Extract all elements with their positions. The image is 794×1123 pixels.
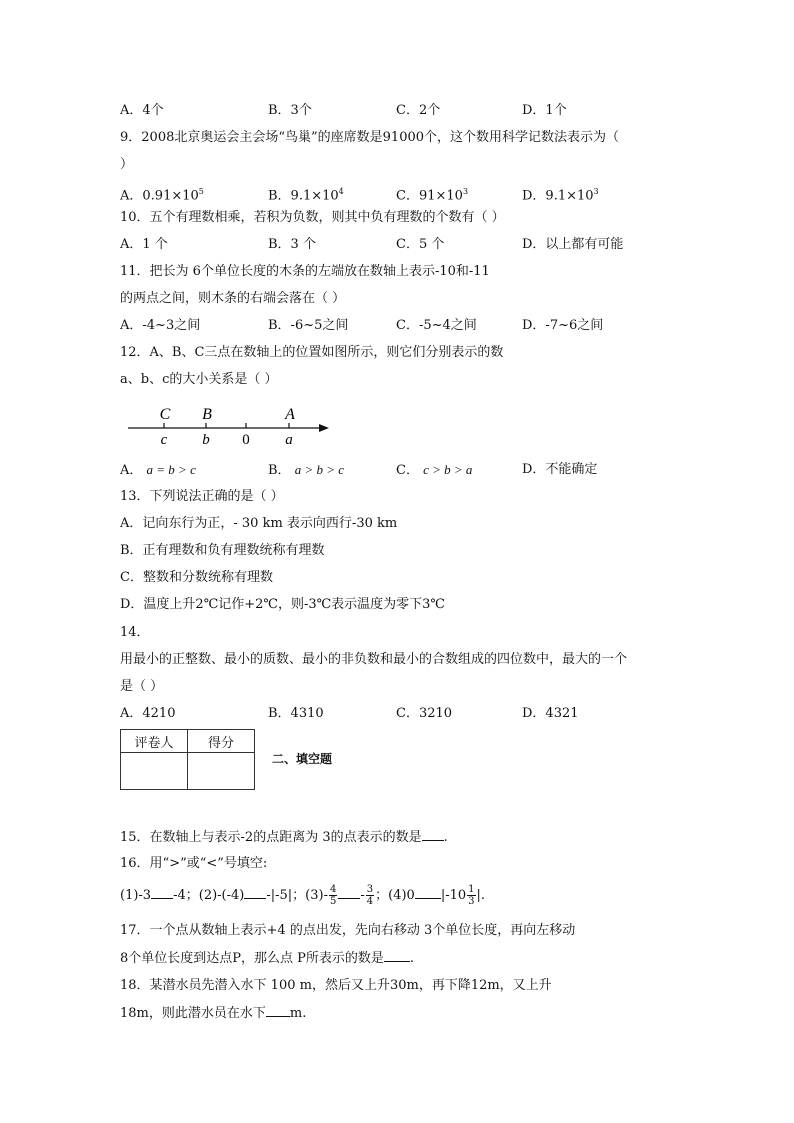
label-b: b <box>202 432 210 448</box>
q8-option-b: B．3个 <box>268 103 312 118</box>
q11-option-d: D．-7~6之间 <box>522 318 604 333</box>
q11-option-c: C．-5~4之间 <box>396 318 477 333</box>
label-c: c <box>160 432 168 448</box>
label-A: A <box>285 406 295 423</box>
q10-option-a: A．1 个 <box>120 237 168 252</box>
score-table-grader-cell[interactable] <box>121 753 188 790</box>
q13-option-a: A．记向东行为正，- 30 km 表示向西行-30 km <box>120 516 398 531</box>
q9-option-b: B．$9.1\times 10^4$ <box>268 187 344 204</box>
q10-option-d: D．以上都有可能 <box>522 237 624 252</box>
q12-stem-line1: 12．A、B、C三点在数轴上的位置如图所示，则它们分别表示的数 <box>120 345 504 360</box>
q12-option-b: B． a > b > c <box>268 462 345 478</box>
q16-stem: 16．用“>”或“<”号填空: <box>120 856 268 871</box>
label-C: C <box>159 406 171 423</box>
q18-stem-line1: 18．某潜水员先潜入水下 100 m，然后又上升30m，再下降12m，又上升 <box>120 978 552 993</box>
q16-items: (1)-3 -4；(2)-(-4) -|-5|；(3)- $\frac{4}{5}$ - $\frac{3}{4}$ ；(4)0 |-10 $\frac{1}{3}$ |. <box>120 884 486 907</box>
q17-answer-blank[interactable] <box>384 949 410 962</box>
q8-option-c: C．2个 <box>396 103 441 118</box>
q8-option-d: D．1个 <box>522 103 567 118</box>
q14-option-a: A．4210 <box>120 706 176 721</box>
q13-option-d: D．温度上升2℃记作+2℃，则-3℃表示温度为零下3℃ <box>120 597 445 612</box>
q9-stem-line2: ） <box>120 157 134 172</box>
label-0: 0 <box>242 432 250 448</box>
q12-option-d: D．不能确定 <box>522 462 598 477</box>
q12-option-c: C． c > b > a <box>396 462 473 478</box>
q14-stem-line1: 用最小的正整数、最小的质数、最小的非负数和最小的合数组成的四位数中，最大的一个 <box>120 652 628 667</box>
score-table-grader-header: 评卷人 <box>121 730 188 753</box>
q10-stem: 10．五个有理数相乘，若积为负数，则其中负有理数的个数有（ ） <box>120 210 505 225</box>
q10-option-c: C．5 个 <box>396 237 445 252</box>
q14-option-c: C．3210 <box>396 706 453 721</box>
q11-stem-line2: 的两点之间，则木条的右端会落在（ ） <box>120 291 346 306</box>
q9-option-a: A．$0.91\times 10^5$ <box>120 187 204 204</box>
q18-answer-blank[interactable] <box>266 1004 290 1017</box>
q15: 15．在数轴上与表示-2的点距离为 3的点表示的数是 . <box>120 830 448 845</box>
q11-stem-line1: 11．把长为 6个单位长度的木条的左端放在数轴上表示-10和-11 <box>120 264 490 279</box>
score-table-score-cell[interactable] <box>188 753 255 790</box>
q14-stem-line2: 是（ ） <box>120 679 164 694</box>
q10-option-b: B．3 个 <box>268 237 316 252</box>
score-table <box>120 729 255 790</box>
q13-option-b: B．正有理数和负有理数统称有理数 <box>120 543 325 558</box>
q17-stem-line1: 17．一个点从数轴上表示+4 的点出发，先向右移动 3个单位长度，再向左移动 <box>120 923 576 938</box>
score-table-score-header: 得分 <box>188 730 255 753</box>
q9-option-d: D．$9.1\times 10^3$ <box>522 187 599 204</box>
fraction-4-5: $\frac{4}{5}$ <box>329 884 337 907</box>
q14-option-b: B．4310 <box>268 706 324 721</box>
q16-blank-2[interactable] <box>244 886 266 899</box>
label-B: B <box>202 406 212 423</box>
q17-stem-line2: 8个单位长度到达点P，那么点 P所表示的数是 . <box>120 951 415 966</box>
q16-blank-3[interactable] <box>338 886 360 899</box>
q9-option-c: C．$91\times 10^3$ <box>396 187 469 204</box>
q16-blank-1[interactable] <box>151 886 173 899</box>
number-line-figure <box>125 400 335 450</box>
q14-option-d: D．4321 <box>522 706 579 721</box>
fraction-3-4: $\frac{3}{4}$ <box>366 884 374 907</box>
fraction-1-3: $\frac{1}{3}$ <box>468 884 475 907</box>
q8-option-a: A．4个 <box>120 103 164 118</box>
section-title: 二、填空题 <box>272 752 333 766</box>
q9-stem-line1: 9．2008北京奥运会主会场“鸟巢”的座席数是91000个，这个数用科学记数法表示为（ <box>120 130 620 145</box>
label-a: a <box>285 432 293 448</box>
q18-stem-line2: 18m，则此潜水员在水下 m. <box>120 1006 307 1021</box>
q11-option-a: A．-4~3之间 <box>120 318 201 333</box>
q14-number: 14． <box>120 625 150 640</box>
q11-option-b: B．-6~5之间 <box>268 318 349 333</box>
number-line-arrow <box>319 424 329 432</box>
q12-option-a: A． a = b > c <box>120 462 196 478</box>
q15-answer-blank[interactable] <box>422 828 444 841</box>
q12-stem-line2: a、b、c的大小关系是（ ） <box>120 372 278 387</box>
q13-stem: 13．下列说法正确的是（ ） <box>120 489 284 504</box>
q16-blank-4[interactable] <box>415 886 441 899</box>
q13-option-c: C．整数和分数统称有理数 <box>120 570 273 585</box>
